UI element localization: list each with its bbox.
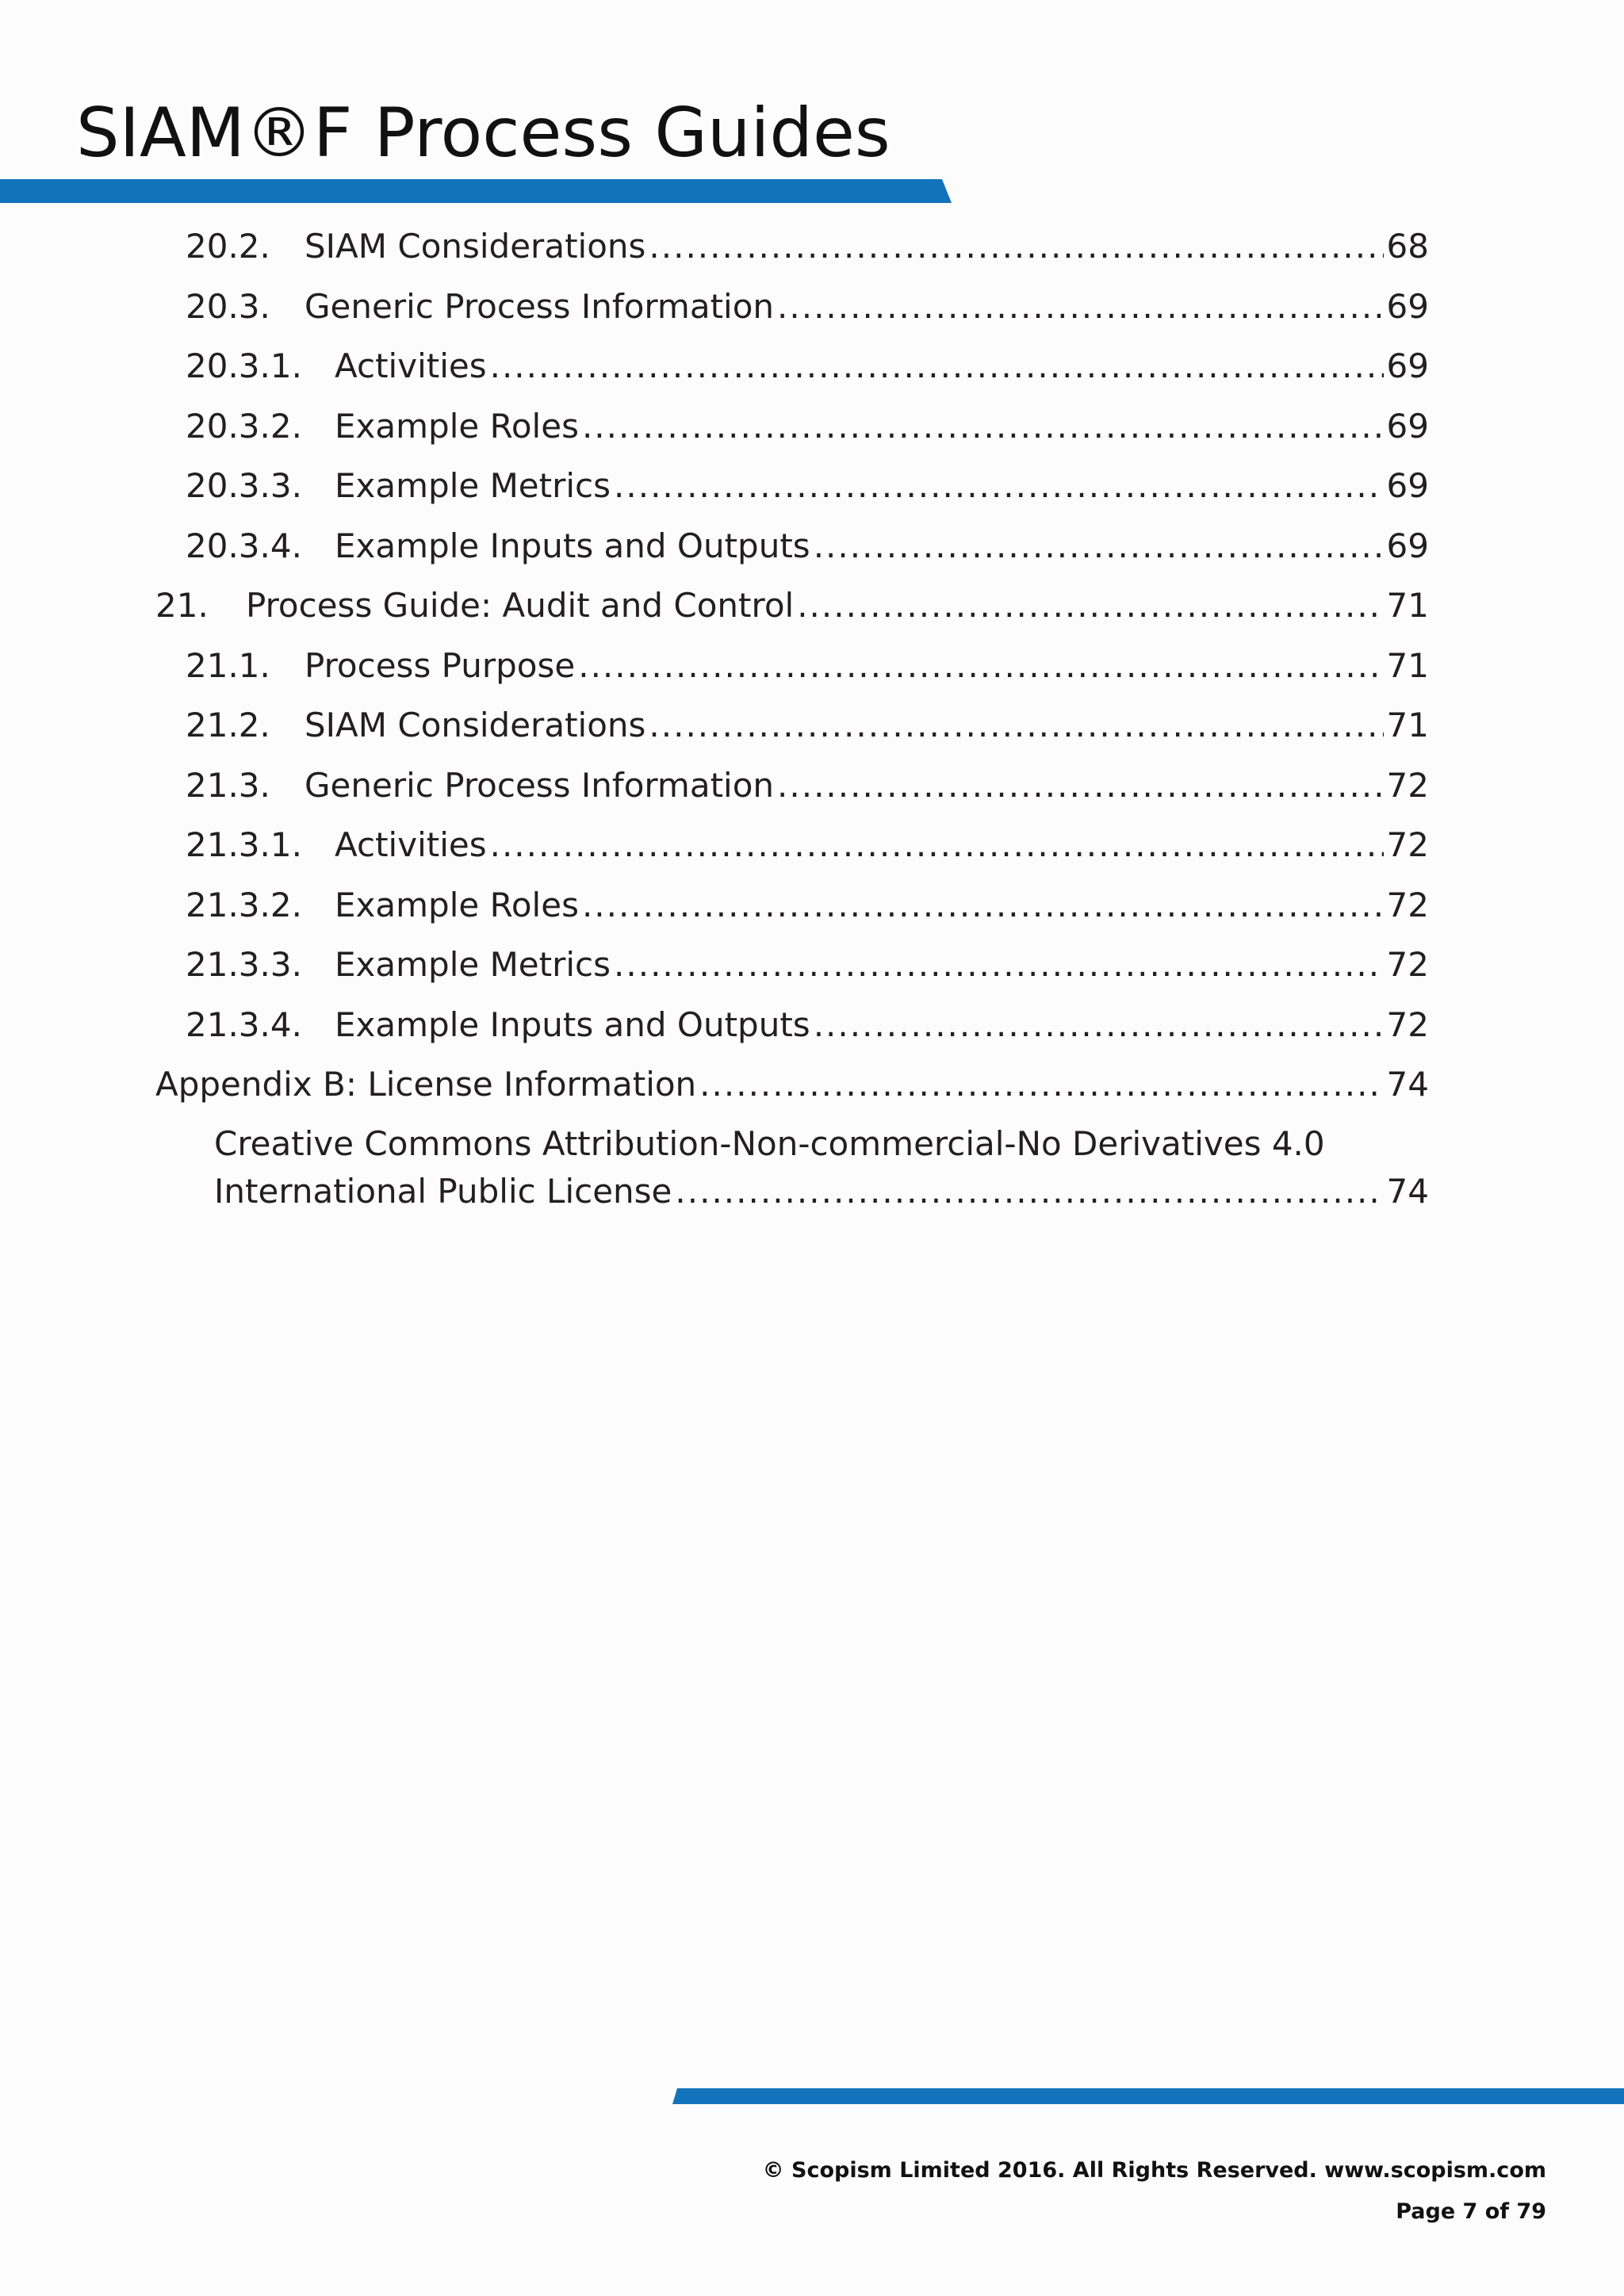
- document-title: SIAM®F Process Guides: [76, 94, 891, 173]
- toc-entry-page: 69: [1386, 286, 1429, 326]
- toc-entry[interactable]: [186, 466, 1429, 505]
- toc-leader-dots: [582, 886, 1384, 924]
- toc-leader-dots: [649, 227, 1383, 266]
- toc-entry[interactable]: [186, 646, 1429, 685]
- toc-entry-label: International Public License: [214, 1172, 672, 1211]
- toc-entry-label: Example Inputs and Outputs: [335, 1004, 810, 1044]
- toc-entry-page: 72: [1386, 765, 1429, 805]
- toc-entry-label: Appendix B: License Information: [155, 1065, 697, 1104]
- toc-entry-page: 69: [1386, 466, 1429, 505]
- toc-leader-dots: [582, 407, 1384, 446]
- toc-leader-dots: [777, 766, 1384, 805]
- toc-entry-label: SIAM Considerations: [304, 227, 646, 266]
- toc-entry[interactable]: [186, 287, 1429, 326]
- toc-entry-number: 21.3.4.: [186, 1004, 302, 1044]
- toc-entry-label: Generic Process Information: [304, 286, 775, 326]
- toc-entry-page: 71: [1386, 645, 1429, 685]
- toc-leader-dots: [490, 825, 1384, 864]
- toc-leader-dots: [578, 646, 1383, 685]
- toc-entry[interactable]: [186, 526, 1429, 565]
- toc-entry-label: Example Inputs and Outputs: [335, 526, 810, 565]
- toc-entry-number: 20.3.2.: [186, 406, 302, 446]
- toc-entry[interactable]: [155, 1065, 1429, 1104]
- toc-leader-dots: [814, 1005, 1384, 1044]
- toc-entry[interactable]: [155, 586, 1429, 625]
- toc-entry-number: 20.3.4.: [186, 526, 302, 565]
- toc-entry-license[interactable]: [214, 1172, 1429, 1211]
- toc-leader-dots: [490, 346, 1384, 385]
- toc-entry[interactable]: [186, 945, 1429, 984]
- toc-entry-number: 21.2.: [186, 706, 270, 744]
- toc-entry-label: Creative Commons Attribution-Non-commercial-No Derivatives 4.0: [214, 1124, 1325, 1163]
- toc-entry[interactable]: [186, 407, 1429, 446]
- toc-entry-label: Example Metrics: [335, 466, 611, 505]
- toc-leader-dots: [614, 466, 1384, 505]
- toc-entry[interactable]: [186, 346, 1429, 385]
- toc-entry-label: Activities: [335, 346, 487, 385]
- toc-entry-number: 20.3.: [186, 286, 270, 326]
- toc-entry-page: 72: [1386, 1004, 1429, 1044]
- toc-leader-dots: [614, 945, 1384, 984]
- toc-entry-page: 69: [1386, 406, 1429, 446]
- toc-entry[interactable]: [186, 706, 1429, 744]
- footer-page-number: Page 7 of 79: [1396, 2199, 1546, 2224]
- footer-copyright: © Scopism Limited 2016. All Rights Reserved. www.scopism.com: [762, 2158, 1546, 2183]
- toc-entry-page: 72: [1386, 885, 1429, 924]
- toc-entry-number: 21.3.2.: [186, 885, 302, 924]
- toc-entry-label: Example Roles: [335, 885, 579, 924]
- toc-entry-label: SIAM Considerations: [304, 706, 646, 744]
- toc-entry-page: 71: [1386, 706, 1429, 744]
- toc-entry[interactable]: [186, 886, 1429, 924]
- toc-entry-page: 71: [1386, 586, 1429, 625]
- toc-entry-number: 20.2.: [186, 227, 270, 266]
- toc-entry-page: 69: [1386, 526, 1429, 565]
- toc-entry-page: 72: [1386, 945, 1429, 984]
- toc-entry-number: 21.3.: [186, 765, 270, 805]
- toc-leader-dots: [675, 1172, 1383, 1211]
- toc-entry-page: 72: [1386, 825, 1429, 864]
- toc-entry-number: 21.3.3.: [186, 945, 302, 984]
- toc-entry-label: Process Guide: Audit and Control: [246, 586, 795, 625]
- toc-leader-dots: [649, 706, 1383, 744]
- toc-entry-page: 68: [1386, 227, 1429, 266]
- toc-entry[interactable]: [186, 766, 1429, 805]
- toc-entry-label: Example Metrics: [335, 945, 611, 984]
- footer-accent-bar: [672, 2088, 1624, 2104]
- toc-entry-label: Activities: [335, 825, 487, 864]
- toc-entry-label: Process Purpose: [304, 645, 576, 685]
- toc-entry-page: 74: [1386, 1065, 1429, 1104]
- toc-entry-number: 21.3.1.: [186, 825, 302, 864]
- toc-entry-page: 69: [1386, 346, 1429, 385]
- toc-leader-dots: [814, 526, 1384, 565]
- toc-entry-license-line1-row[interactable]: [214, 1124, 1325, 1163]
- toc-entry-number: 21.1.: [186, 645, 270, 685]
- toc-entry-number: 20.3.1.: [186, 346, 302, 385]
- toc-entry-number: 21.: [155, 586, 209, 625]
- toc-entry-label: Example Roles: [335, 406, 579, 446]
- toc-entry[interactable]: [186, 1005, 1429, 1044]
- toc-entry[interactable]: [186, 825, 1429, 864]
- toc-leader-dots: [777, 287, 1384, 326]
- toc-entry-page: 74: [1386, 1172, 1429, 1211]
- header-accent-bar: [0, 179, 952, 203]
- toc-entry[interactable]: [186, 227, 1429, 266]
- toc-leader-dots: [699, 1065, 1383, 1104]
- toc-leader-dots: [797, 586, 1383, 625]
- toc-entry-number: 20.3.3.: [186, 466, 302, 505]
- toc-entry-label: Generic Process Information: [304, 765, 775, 805]
